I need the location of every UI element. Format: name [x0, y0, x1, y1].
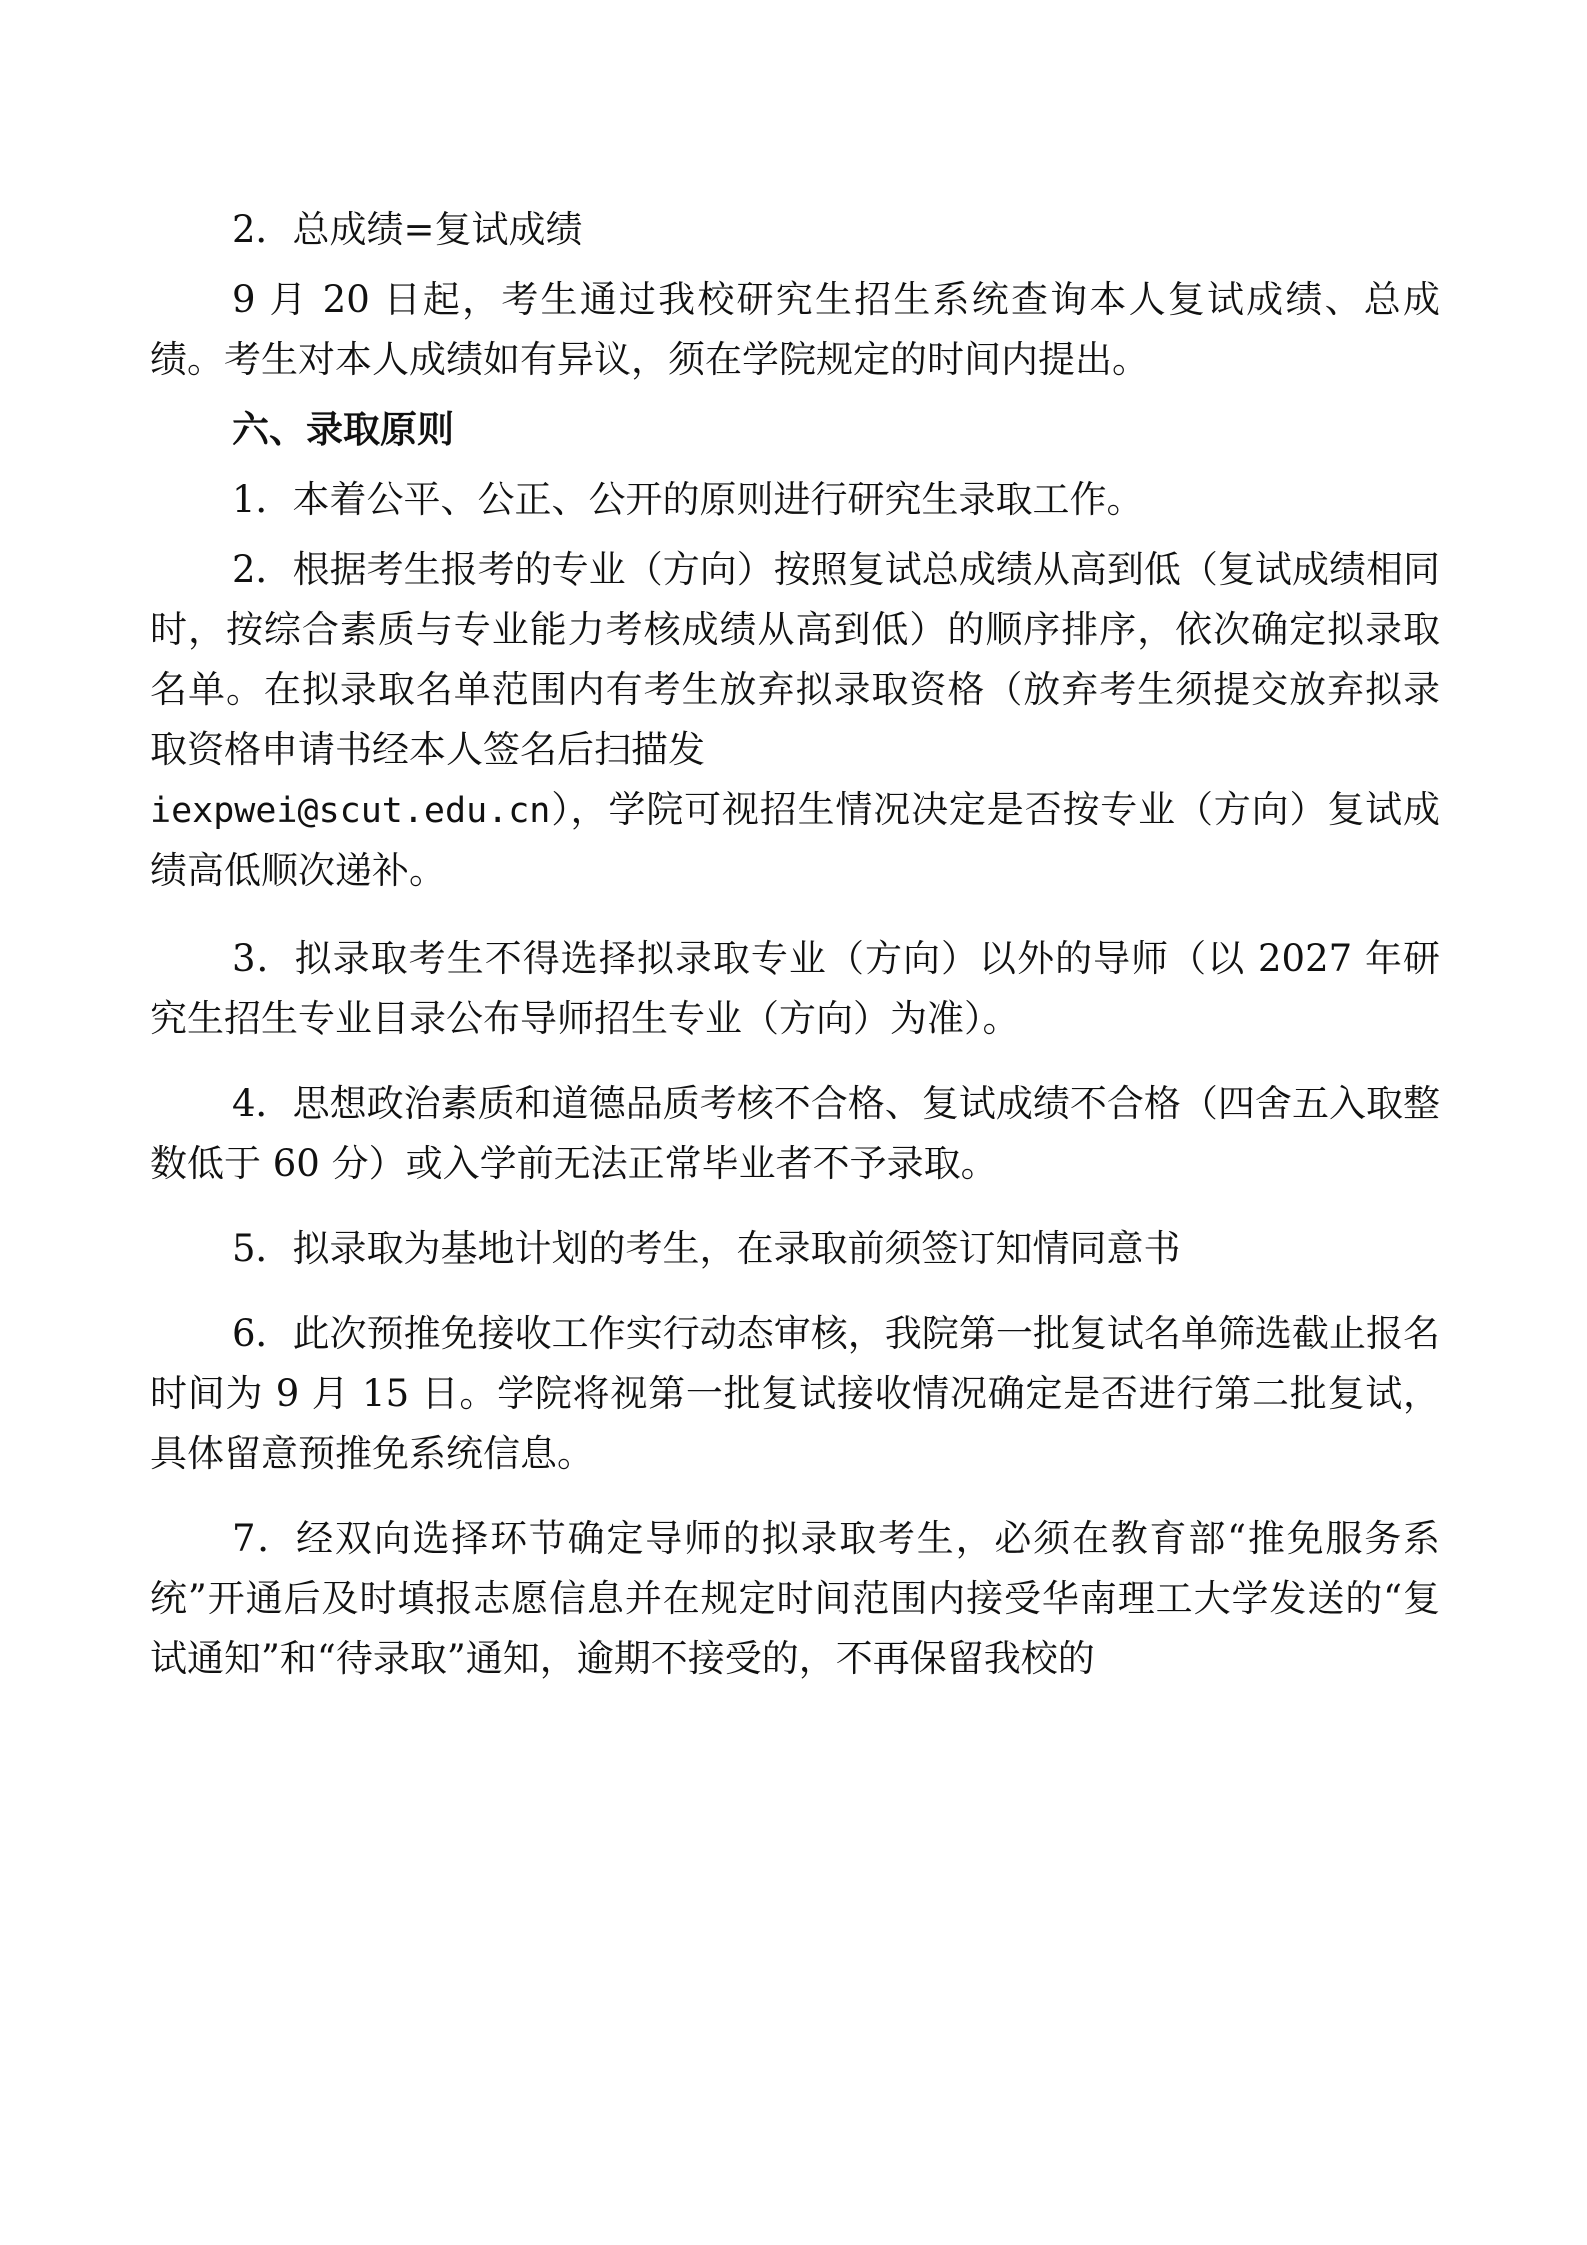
- rule-2-tail-text: ），学院可视招生情况决定是否按专业（方向）复试成绩高低顺次递补。: [150, 788, 1440, 892]
- rule-7-confirmation: 7．经双向选择环节确定导师的拟录取考生，必须在教育部“推免服务系统”开通后及时填报志愿信息并在规定时间范围内接受华南理工大学发送的“复试通知”和“待录取”通知，逾期不接受的，不再保留我校的: [150, 1517, 1440, 1680]
- rule-3-advisor-selection: 3．拟录取考生不得选择拟录取专业（方向）以外的导师（以 2027 年研究生招生专业目录公布导师招生专业（方向）为准）。: [150, 937, 1440, 1040]
- rule-1-fairness: 1．本着公平、公正、公开的原则进行研究生录取工作。: [232, 478, 1144, 521]
- section-heading-admission-principles: 六、录取原则: [232, 408, 454, 451]
- rule-2-main-text: 2．根据考生报考的专业（方向）按照复试总成绩从高到低（复试成绩相同时，按综合素质与专业能力考核成绩从高到低）的顺序排序，依次确定拟录取名单。在拟录取名单范围内有考生放弃拟录取资格（放弃考生须提交放弃拟录取资格申请书经本人签名后扫描发: [150, 548, 1440, 771]
- rule-2-continued: [150, 780, 1440, 901]
- document-body: [150, 200, 1440, 1689]
- rule-6-dynamic-review: 6．此次预推免接收工作实行动态审核，我院第一批复试名单筛选截止报名时间为 9 月 15 日。学院将视第一批复试接收情况确定是否进行第二批复试，具体留意预推免系统信息。: [150, 1312, 1440, 1475]
- email-link[interactable]: iexpwei@scut.edu.cn: [150, 791, 551, 831]
- paragraph-score-query: 9 月 20 日起，考生通过我校研究生招生系统查询本人复试成绩、总成绩。考生对本人成绩如有异议，须在学院规定的时间内提出。: [150, 278, 1440, 381]
- rule-4-disqualification: 4．思想政治素质和道德品质考核不合格、复试成绩不合格（四舍五入取整数低于 60 分）或入学前无法正常毕业者不予录取。: [150, 1082, 1440, 1185]
- paragraph-total-score: 2．总成绩=复试成绩: [232, 208, 583, 251]
- rule-5-base-plan: 5．拟录取为基地计划的考生，在录取前须签订知情同意书: [232, 1227, 1181, 1270]
- rule-2-ranking: [150, 540, 1440, 780]
